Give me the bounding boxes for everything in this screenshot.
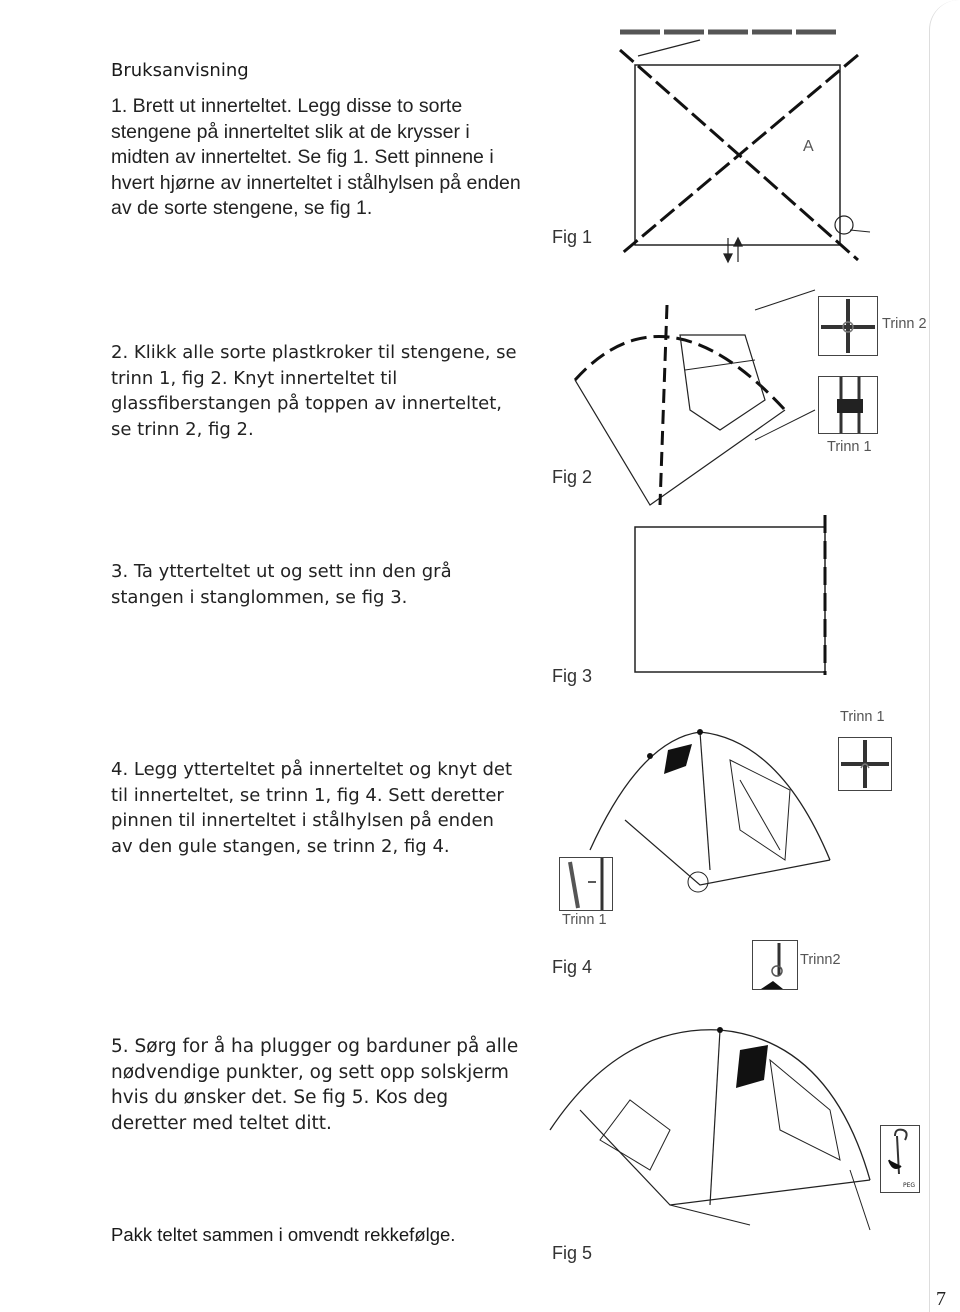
fig4-trinn1-top-label: Trinn 1 xyxy=(840,709,885,725)
fig2-label: Fig 2 xyxy=(552,467,593,487)
fig4-label: Fig 4 xyxy=(552,957,593,977)
fig2-trinn2-label: Trinn 2 xyxy=(882,316,927,332)
step-4-text: 4. Legg ytterteltet på innerteltet og knyt det til innerteltet, se trinn 1, fig 4. Sett deretter pinnen til innerteltet i stålhylsen på enden av den gule stangen, se trinn 2, fig 4. xyxy=(111,759,513,857)
fig4-trinn2-inset xyxy=(752,940,798,990)
fig2-trinn1-inset xyxy=(818,376,878,434)
step-3-text: 3. Ta ytterteltet ut og sett inn den grå stangen i stanglommen, se fig 3. xyxy=(111,561,452,608)
fig5-tent-illustration xyxy=(540,1020,880,1235)
step-2-text: 2. Klikk alle sorte plastkroker til stengene, se trinn 1, fig 2. Knyt innerteltet til glassfiberstangen på toppen av innerteltet, se trinn 2, fig 2. xyxy=(111,342,517,440)
fig5-label: Fig 5 xyxy=(552,1243,593,1263)
step-5-text: 5. Sørg for å ha plugger og barduner på alle nødvendige punkter, og sett opp solskjerm hvis du ønsker det. Se fig 5. Kos deg deretter med teltet ditt. xyxy=(111,1036,519,1134)
fig1-marker-a: A xyxy=(803,138,814,155)
fig2-trinn2-inset xyxy=(818,296,878,356)
step-1-text: 1. Brett ut innerteltet. Legg disse to sorte stengene på innerteltet slik at de krysser i midten av innerteltet. Se fig 1. Sett pinnene i hvert hjørne av innerteltet i stålhylsen på enden av de sorte stengene, se fig 1. xyxy=(111,95,521,219)
fig4-trinn2-label: Trinn2 xyxy=(800,952,841,968)
page-title: Bruksanvisning xyxy=(111,60,249,81)
fig2-trinn1-label: Trinn 1 xyxy=(827,439,872,455)
fig4-tent-illustration xyxy=(580,720,840,890)
page-edge xyxy=(929,0,960,1312)
fig4-trinn1-bottom-label: Trinn 1 xyxy=(562,912,607,928)
fig1-illustration xyxy=(600,20,890,270)
fig2-tent-illustration xyxy=(555,290,815,520)
packing-note: Pakk teltet sammen i omvendt rekkefølge. xyxy=(111,1224,456,1245)
fig5-peg-label: PEG xyxy=(903,1182,916,1189)
fig3-illustration xyxy=(630,515,840,680)
fig1-label: Fig 1 xyxy=(552,227,593,247)
fig4-step1-detail-inset xyxy=(559,857,613,911)
fig4-trinn1-inset xyxy=(838,737,892,791)
page-number: 7 xyxy=(936,1288,946,1310)
fig3-label: Fig 3 xyxy=(552,666,593,686)
fig5-peg-inset xyxy=(880,1125,920,1193)
